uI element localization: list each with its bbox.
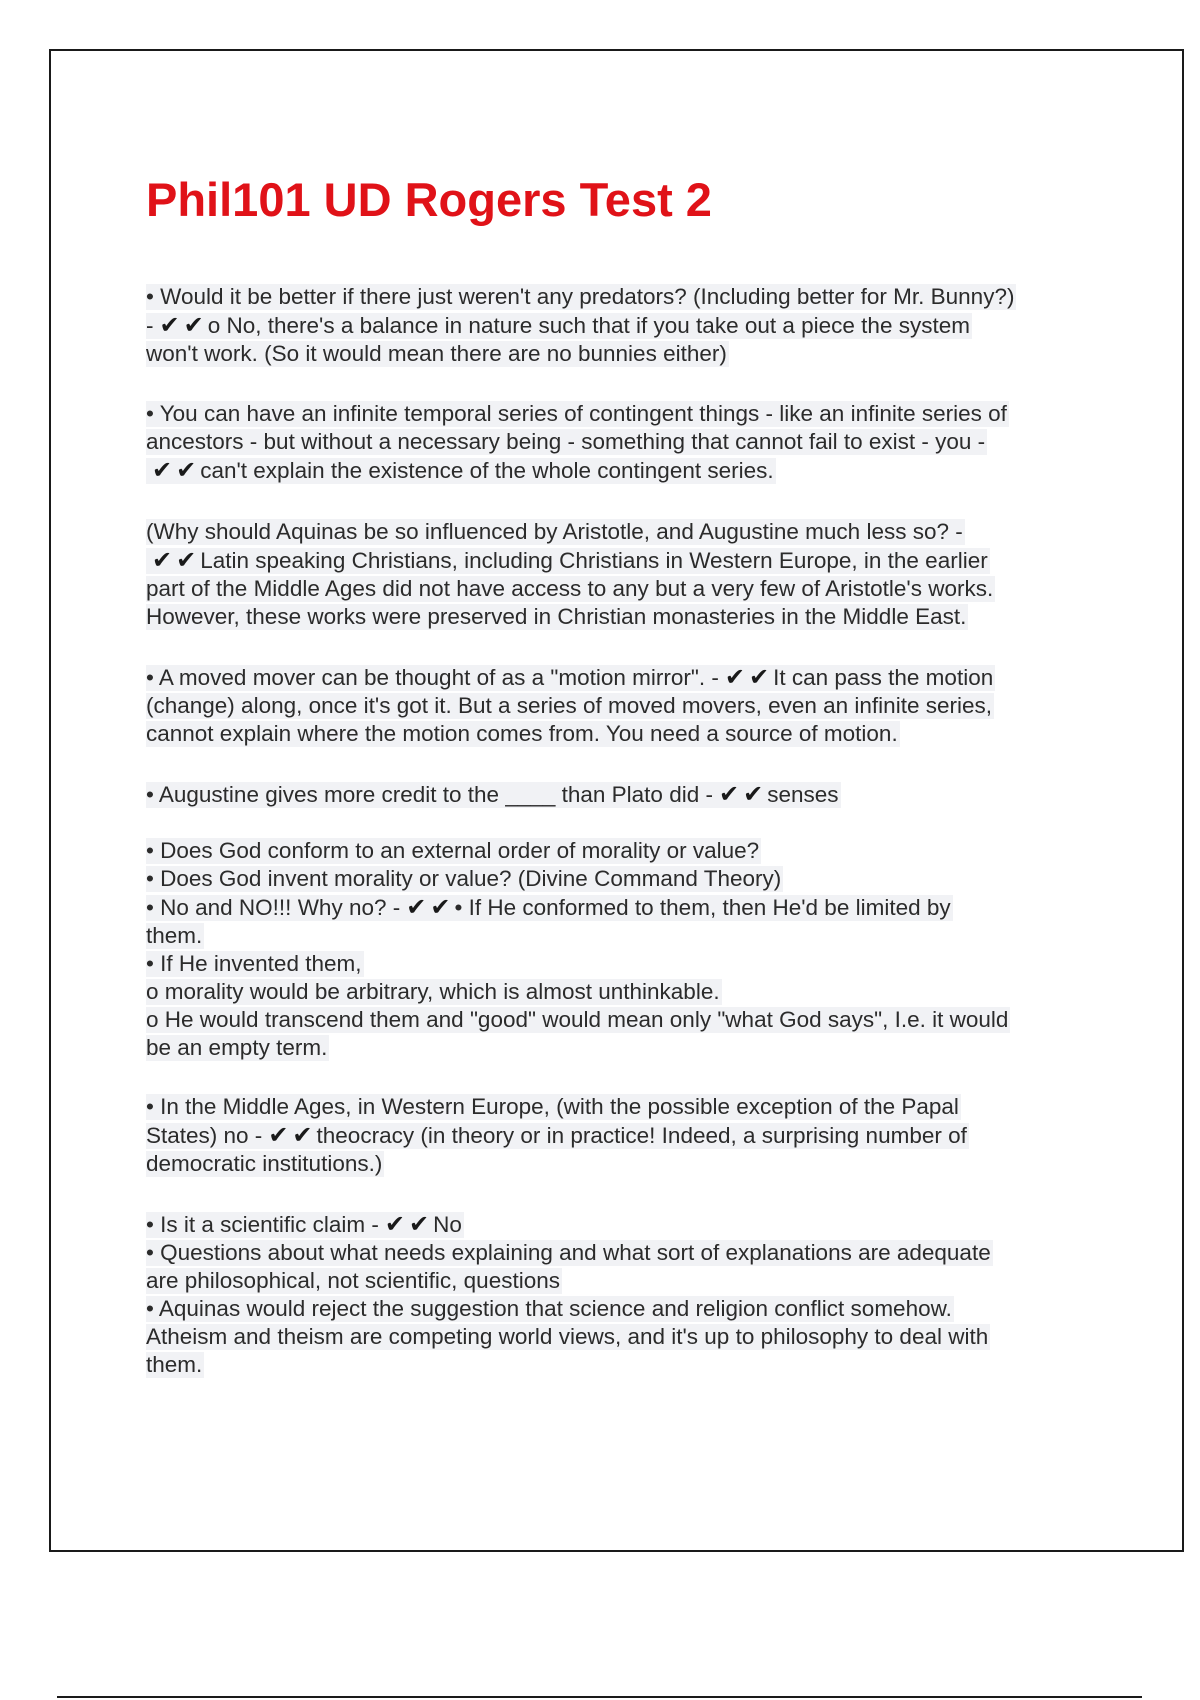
line-text: (change) along, once it's got it. But a series of moved movers, even an infinite series, — [146, 693, 992, 718]
line-text: Atheism and theism are competing world views, and it's up to philosophy to deal with — [146, 1324, 989, 1349]
line-highlight — [146, 604, 968, 630]
checkmark-icon: ✔ — [384, 1210, 406, 1238]
line-highlight — [146, 458, 776, 484]
line-highlight — [146, 1352, 204, 1378]
text-line — [146, 692, 1076, 720]
line-text: • Would it be better if there just weren't any predators? (Including better for Mr. Bunny?) — [146, 284, 1015, 309]
checkmark-icon: ✔ — [152, 456, 173, 484]
line-text: However, these works were preserved in Christian monasteries in the Middle East. — [146, 604, 967, 629]
text-line — [146, 837, 1076, 865]
line-text: • Does God invent morality or value? (Divine Command Theory) — [146, 866, 782, 891]
line-highlight — [146, 1268, 562, 1294]
line-highlight — [146, 1151, 384, 1177]
answer-text: It can pass the motion — [773, 665, 994, 690]
line-highlight — [146, 665, 995, 691]
line-text: • You can have an infinite temporal series of contingent things - like an infinite series of — [146, 401, 1007, 426]
qa-block-scientific-claim — [146, 1210, 1076, 1379]
qa-block-theocracy — [146, 1093, 1076, 1178]
text-line — [146, 546, 1076, 575]
bottom-rule — [57, 1696, 1142, 1698]
checkmark-icon: ✔ — [748, 663, 770, 691]
line-highlight — [146, 838, 761, 864]
checkmark-icon: ✔ — [430, 893, 451, 921]
answer-text: • If He conformed to them, then He'd be limited by — [454, 895, 951, 920]
line-highlight — [146, 951, 364, 977]
line-text: be an empty term. — [146, 1035, 328, 1060]
line-text: • Augustine gives more credit to the ____ than Plato did - — [146, 782, 713, 807]
line-highlight — [146, 782, 841, 808]
line-text: - — [146, 313, 154, 338]
text-line — [146, 1093, 1076, 1121]
line-text: o morality would be arbitrary, which is almost unthinkable. — [146, 979, 720, 1004]
line-text: • In the Middle Ages, in Western Europe, (with the possible exception of the Papal — [146, 1094, 959, 1119]
line-text: cannot explain where the motion comes from. You need a source of motion. — [146, 721, 898, 746]
checkmark-icon: ✔ — [743, 780, 764, 808]
line-highlight — [146, 1296, 954, 1322]
text-line — [146, 518, 1076, 546]
line-highlight — [146, 1324, 990, 1350]
checkmark-icon: ✔ — [176, 456, 197, 484]
text-line — [146, 340, 1076, 368]
text-line — [146, 1239, 1076, 1267]
line-highlight — [146, 1212, 464, 1238]
line-highlight — [146, 519, 965, 545]
line-text: • Questions about what needs explaining and what sort of explanations are adequate — [146, 1240, 991, 1265]
line-highlight — [146, 1240, 993, 1266]
checkmark-icon: ✔ — [292, 1121, 313, 1149]
line-highlight — [146, 721, 900, 747]
checkmark-icon: ✔ — [406, 893, 427, 921]
line-text: • Aquinas would reject the suggestion that science and religion conflict somehow. — [146, 1296, 952, 1321]
text-line — [146, 720, 1076, 748]
line-highlight — [146, 923, 204, 949]
line-text: them. — [146, 1352, 203, 1377]
line-highlight — [146, 284, 1016, 310]
checkmark-icon: ✔ — [724, 663, 745, 691]
text-line — [146, 1121, 1076, 1150]
answer-text: No — [433, 1212, 462, 1237]
line-text: • No and NO!!! Why no? - — [146, 895, 401, 920]
text-line — [146, 575, 1076, 603]
qa-block-aquinas-aristotle — [146, 518, 1076, 631]
line-highlight — [146, 341, 729, 367]
answer-text: theocracy (in theory or in practice! Indeed, a surprising number of — [316, 1123, 967, 1148]
line-highlight — [146, 313, 972, 339]
answer-text: Latin speaking Christians, including Christians in Western Europe, in the earlier — [200, 548, 988, 573]
answer-text: senses — [767, 782, 839, 807]
answer-text: o No, there's a balance in nature such that if you take out a piece the system — [207, 313, 970, 338]
text-line — [146, 1006, 1076, 1034]
line-text: • Is it a scientific claim - — [146, 1212, 379, 1237]
text-line — [146, 922, 1076, 950]
line-highlight — [146, 429, 987, 455]
text-line — [146, 1267, 1076, 1295]
text-line — [146, 978, 1076, 1006]
line-text: are philosophical, not scientific, questions — [146, 1268, 560, 1293]
text-line — [146, 893, 1076, 922]
line-text: won't work. (So it would mean there are no bunnies either) — [146, 341, 727, 366]
line-highlight — [146, 866, 783, 892]
line-highlight — [146, 1123, 969, 1149]
text-line — [146, 1150, 1076, 1178]
line-highlight — [146, 979, 722, 1005]
text-line — [146, 311, 1076, 340]
qa-block-augustine-senses — [146, 780, 1076, 809]
line-highlight — [146, 1007, 1010, 1033]
checkmark-icon: ✔ — [152, 546, 173, 574]
text-line — [146, 400, 1076, 428]
qa-block-contingent-series — [146, 400, 1076, 485]
line-text: States) no - — [146, 1123, 263, 1148]
text-line — [146, 1323, 1076, 1351]
text-line — [146, 456, 1076, 485]
text-line — [146, 603, 1076, 631]
line-text: them. — [146, 923, 203, 948]
line-highlight — [146, 1035, 329, 1061]
qa-block-predators — [146, 283, 1076, 368]
answer-text: can't explain the existence of the whole contingent series. — [200, 458, 774, 483]
line-text: ancestors - but without a necessary being - something that cannot fail to exist - you - — [146, 429, 986, 454]
line-highlight — [146, 401, 1009, 427]
checkmark-icon: ✔ — [159, 311, 180, 339]
line-text: part of the Middle Ages did not have access to any but a very few of Aristotle's works. — [146, 576, 994, 601]
checkmark-icon: ✔ — [268, 1121, 289, 1149]
text-line — [146, 865, 1076, 893]
line-highlight — [146, 548, 990, 574]
line-text: • Does God conform to an external order of morality or value? — [146, 838, 760, 863]
checkmark-icon: ✔ — [183, 311, 204, 339]
line-highlight — [146, 895, 953, 921]
line-highlight — [146, 693, 994, 719]
qa-block-moved-mover — [146, 663, 1076, 748]
checkmark-icon: ✔ — [409, 1210, 430, 1238]
line-text: (Why should Aquinas be so influenced by Aristotle, and Augustine much less so? - — [146, 519, 963, 544]
text-line — [146, 1210, 1076, 1239]
line-text: • If He invented them, — [146, 951, 362, 976]
checkmark-icon: ✔ — [718, 780, 740, 808]
text-line — [146, 283, 1076, 311]
checkmark-icon: ✔ — [176, 546, 197, 574]
qa-block-divine-command — [146, 837, 1076, 1062]
line-text: • A moved mover can be thought of as a "motion mirror". - — [146, 665, 719, 690]
text-line — [146, 950, 1076, 978]
line-text: o He would transcend them and "good" would mean only "what God says", I.e. it would — [146, 1007, 1009, 1032]
text-line — [146, 1034, 1076, 1062]
document-title: Phil101 UD Rogers Test 2 — [146, 173, 712, 226]
text-line — [146, 1351, 1076, 1379]
text-line — [146, 1295, 1076, 1323]
text-line — [146, 428, 1076, 456]
line-text: democratic institutions.) — [146, 1151, 383, 1176]
text-line — [146, 780, 1076, 809]
line-highlight — [146, 1094, 961, 1120]
text-line — [146, 663, 1076, 692]
line-highlight — [146, 576, 995, 602]
